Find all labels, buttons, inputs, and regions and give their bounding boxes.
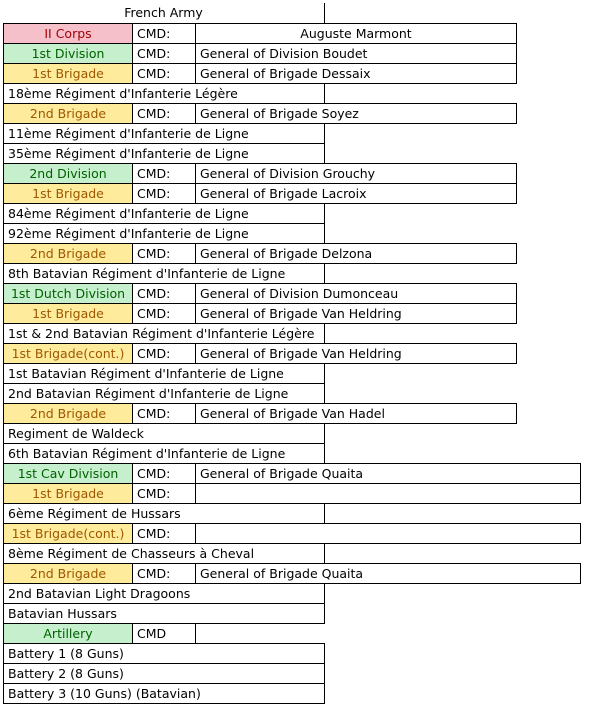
cmd-label-cell[interactable]: CMD:: [132, 43, 196, 64]
commander-cell[interactable]: General of Division Dumonceau: [195, 283, 517, 304]
unit-cell[interactable]: 8ème Régiment de Chasseurs à Cheval: [3, 543, 325, 564]
commander-cell[interactable]: General of Brigade Delzona: [195, 243, 517, 264]
cmd-label-cell[interactable]: CMD:: [132, 343, 196, 364]
brigade-label-cell[interactable]: 2nd Brigade: [3, 103, 133, 124]
commander-cell[interactable]: [195, 523, 581, 544]
cmd-label-cell[interactable]: CMD:: [132, 483, 196, 504]
unit-cell[interactable]: 35ème Régiment d'Infanterie de Ligne: [3, 143, 325, 164]
cmd-label-cell[interactable]: CMD:: [132, 563, 196, 584]
commander-cell[interactable]: General of Brigade Soyez: [195, 103, 517, 124]
brigade-label-cell[interactable]: 1st Brigade: [3, 303, 133, 324]
unit-cell[interactable]: 2nd Batavian Light Dragoons: [3, 583, 325, 604]
cmd-label-cell[interactable]: CMD:: [132, 303, 196, 324]
unit-cell[interactable]: 84ème Régiment d'Infanterie de Ligne: [3, 203, 325, 224]
cmd-label-cell[interactable]: CMD:: [132, 103, 196, 124]
cmd-label-cell[interactable]: CMD:: [132, 403, 196, 424]
commander-cell[interactable]: General of Brigade Van Hadel: [195, 403, 517, 424]
brigade-label-cell[interactable]: 2nd Brigade: [3, 403, 133, 424]
commander-cell[interactable]: General of Brigade Quaita: [195, 463, 581, 484]
commander-cell[interactable]: General of Division Boudet: [195, 43, 517, 64]
brigade-label-cell[interactable]: 1st Brigade: [3, 183, 133, 204]
cmd-label-cell[interactable]: CMD:: [132, 63, 196, 84]
brigade-label-cell[interactable]: 1st Brigade(cont.): [3, 343, 133, 364]
commander-cell[interactable]: General of Brigade Quaita: [195, 563, 581, 584]
commander-cell[interactable]: [195, 483, 581, 504]
unit-cell[interactable]: 18ème Régiment d'Infanterie Légère: [3, 83, 325, 104]
brigade-label-cell[interactable]: 2nd Brigade: [3, 243, 133, 264]
cmd-label-cell[interactable]: CMD:: [132, 523, 196, 544]
division-label-cell[interactable]: 1st Division: [3, 43, 133, 64]
cmd-label-cell[interactable]: CMD:: [132, 243, 196, 264]
unit-cell[interactable]: 11ème Régiment d'Infanterie de Ligne: [3, 123, 325, 144]
cmd-label-cell[interactable]: CMD: [132, 623, 196, 644]
commander-cell[interactable]: General of Division Grouchy: [195, 163, 517, 184]
army-title-cell[interactable]: French Army: [3, 3, 325, 24]
commander-cell[interactable]: General of Brigade Van Heldring: [195, 303, 517, 324]
commander-cell[interactable]: [195, 623, 204, 644]
cmd-label-cell[interactable]: CMD:: [132, 183, 196, 204]
division-label-cell[interactable]: 1st Dutch Division: [3, 283, 133, 304]
unit-cell[interactable]: Battery 1 (8 Guns): [3, 643, 325, 664]
division-label-cell[interactable]: 1st Cav Division: [3, 463, 133, 484]
unit-cell[interactable]: Regiment de Waldeck: [3, 423, 325, 444]
unit-cell[interactable]: 1st & 2nd Batavian Régiment d'Infanterie Légère: [3, 323, 325, 344]
unit-cell[interactable]: 6ème Régiment de Hussars: [3, 503, 325, 524]
unit-cell[interactable]: 6th Batavian Régiment d'Infanterie de Ligne: [3, 443, 325, 464]
brigade-label-cell[interactable]: 1st Brigade: [3, 63, 133, 84]
corps-cmd-cell[interactable]: CMD:: [132, 23, 196, 44]
unit-cell[interactable]: Battery 3 (10 Guns) (Batavian): [3, 683, 325, 704]
brigade-label-cell[interactable]: 1st Brigade(cont.): [3, 523, 133, 544]
commander-cell[interactable]: General of Brigade Dessaix: [195, 63, 517, 84]
commander-cell[interactable]: General of Brigade Lacroix: [195, 183, 517, 204]
commander-cell[interactable]: General of Brigade Van Heldring: [195, 343, 517, 364]
cmd-label-cell[interactable]: CMD:: [132, 283, 196, 304]
unit-cell[interactable]: Batavian Hussars: [3, 603, 325, 624]
brigade-label-cell[interactable]: 2nd Brigade: [3, 563, 133, 584]
division-label-cell[interactable]: Artillery: [3, 623, 133, 644]
corps-label-cell[interactable]: II Corps: [3, 23, 133, 44]
corps-commander-cell[interactable]: Auguste Marmont: [195, 23, 517, 44]
unit-cell[interactable]: 8th Batavian Régiment d'Infanterie de Ligne: [3, 263, 325, 284]
cmd-label-cell[interactable]: CMD:: [132, 463, 196, 484]
unit-cell[interactable]: 92ème Régiment d'Infanterie de Ligne: [3, 223, 325, 244]
unit-cell[interactable]: 2nd Batavian Régiment d'Infanterie de Ligne: [3, 383, 325, 404]
brigade-label-cell[interactable]: 1st Brigade: [3, 483, 133, 504]
cmd-label-cell[interactable]: CMD:: [132, 163, 196, 184]
unit-cell[interactable]: 1st Batavian Régiment d'Infanterie de Ligne: [3, 363, 325, 384]
unit-cell[interactable]: Battery 2 (8 Guns): [3, 663, 325, 684]
division-label-cell[interactable]: 2nd Division: [3, 163, 133, 184]
